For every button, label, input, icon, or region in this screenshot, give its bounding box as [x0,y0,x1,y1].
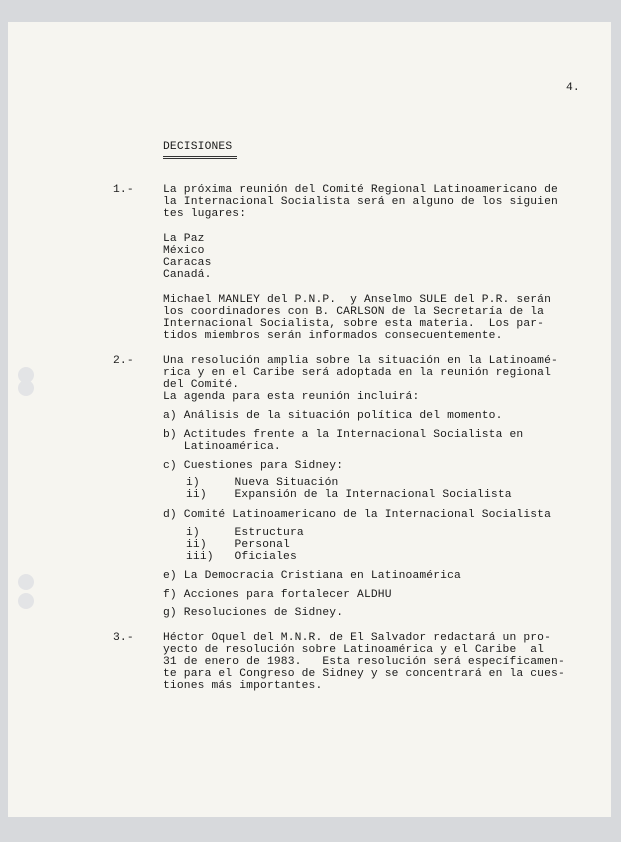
agenda-subitem: i) Nueva Situación [186,477,339,489]
item-number: 3.- [113,632,134,644]
agenda-item: f) Acciones para fortalecer ALDHU [163,589,392,601]
item-text-line: tes lugares: [163,208,247,220]
page-number: 4. [566,82,580,94]
item-text-line: Héctor Oquel del M.N.R. de El Salvador redactará un pro- [163,632,552,644]
agenda-item: e) La Democracia Cristiana en Latinoamérica [163,570,461,582]
agenda-subitem: i) Estructura [186,527,304,539]
section-heading: DECISIONES [163,141,233,153]
agenda-item: g) Resoluciones de Sidney. [163,607,344,619]
agenda-item: b) Actitudes frente a la Internacional Socialista en [163,429,524,441]
item-text-line: tidos miembros serán informados consecuentemente. [163,330,503,342]
heading-underline [163,158,237,159]
item-text-line: La próxima reunión del Comité Regional Latinoamericano de [163,184,558,196]
place-item: Canadá. [163,269,212,281]
item-text-line: te para el Congreso de Sidney y se concentrará en la cues- [163,668,565,680]
item-number: 1.- [113,184,134,196]
item-text-line: 31 de enero de 1983. Esta resolución será específicamen- [163,656,565,668]
agenda-item: Latinoamérica. [163,441,281,453]
agenda-subitem: ii) Personal [186,539,290,551]
agenda-item: d) Comité Latinoamericano de la Internacional Socialista [163,509,552,521]
punch-hole [18,593,34,609]
punch-hole [18,380,34,396]
item-text-line: tiones más importantes. [163,680,323,692]
agenda-subitem: ii) Expansión de la Internacional Socialista [186,489,512,501]
item-text-line: La agenda para esta reunión incluirá: [163,391,420,403]
place-item: La Paz [163,233,205,245]
agenda-item: c) Cuestiones para Sidney: [163,460,344,472]
agenda-subitem: iii) Oficiales [186,551,297,563]
item-text-line: rica y en el Caribe será adoptada en la reunión regional [163,367,552,379]
heading-underline [163,156,237,157]
item-text-line: la Internacional Socialista será en alguno de los siguien [163,196,558,208]
item-text-line: del Comité. [163,379,240,391]
item-text-line: Michael MANLEY del P.N.P. y Anselmo SULE del P.R. serán [163,294,552,306]
item-text-line: yecto de resolución sobre Latinoamérica y el Caribe al [163,644,545,656]
item-text-line: los coordinadores con B. CARLSON de la Secretaría de la [163,306,545,318]
item-number: 2.- [113,355,134,367]
punch-hole [18,574,34,590]
place-item: México [163,245,205,257]
item-text-line: Internacional Socialista, sobre esta materia. Los par- [163,318,545,330]
agenda-item: a) Análisis de la situación política del momento. [163,410,503,422]
item-text-line: Una resolución amplia sobre la situación en la Latinoamé- [163,355,558,367]
place-item: Caracas [163,257,212,269]
